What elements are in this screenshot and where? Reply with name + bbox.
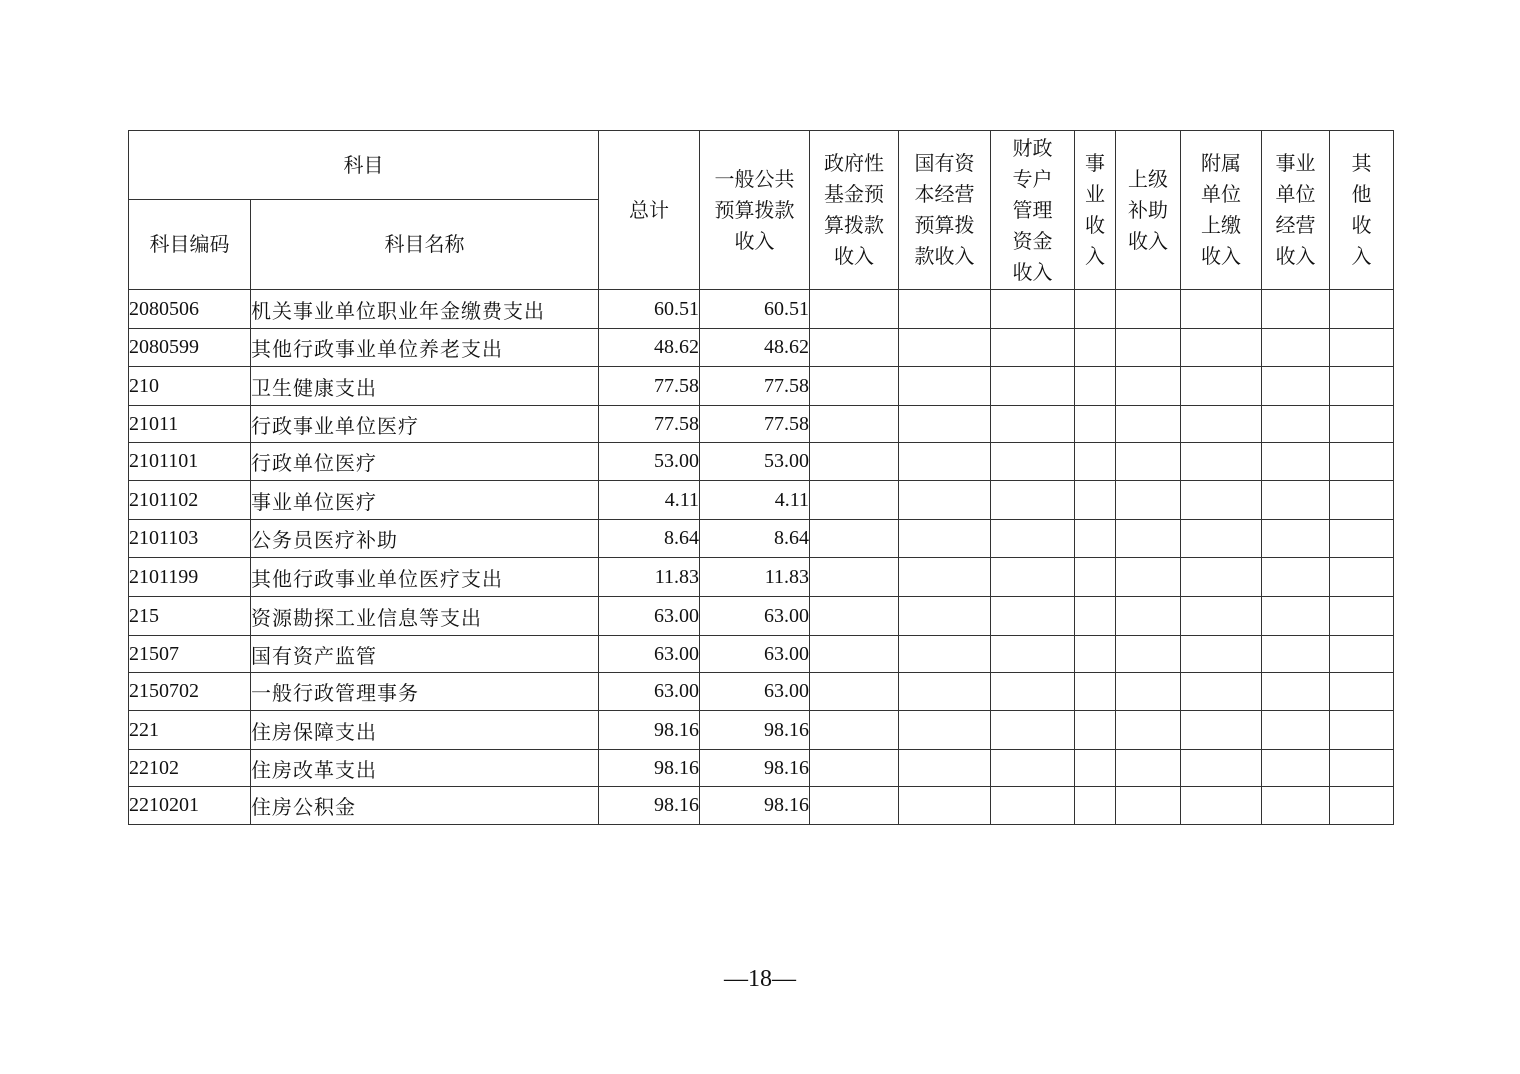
- header-superior-subsidy: 上级 补助 收入: [1116, 131, 1181, 290]
- total-cell: 4.11: [599, 481, 700, 520]
- table-row: [129, 673, 1394, 711]
- empty-cell: [991, 711, 1075, 750]
- table-body: [129, 290, 1394, 825]
- subject-name-cell: 国有资产监管: [251, 636, 599, 673]
- empty-cell: [1262, 406, 1330, 443]
- subject-name-cell: 事业单位医疗: [251, 481, 599, 520]
- empty-cell: [1181, 367, 1262, 406]
- general-budget-cell: 8.64: [700, 520, 810, 558]
- empty-cell: [991, 558, 1075, 597]
- empty-cell: [1181, 558, 1262, 597]
- table-row: [129, 597, 1394, 636]
- empty-cell: [899, 481, 991, 520]
- empty-cell: [991, 443, 1075, 481]
- empty-cell: [1262, 673, 1330, 711]
- table-row: [129, 787, 1394, 825]
- empty-cell: [991, 406, 1075, 443]
- header-business-operation: 事业 单位 经营 收入: [1262, 131, 1330, 290]
- general-budget-cell: 98.16: [700, 711, 810, 750]
- empty-cell: [1181, 636, 1262, 673]
- empty-cell: [1262, 367, 1330, 406]
- general-budget-cell: 98.16: [700, 750, 810, 787]
- total-cell: 98.16: [599, 711, 700, 750]
- subject-code-cell: 210: [129, 367, 251, 406]
- empty-cell: [810, 520, 899, 558]
- empty-cell: [991, 367, 1075, 406]
- total-cell: 77.58: [599, 406, 700, 443]
- total-cell: 53.00: [599, 443, 700, 481]
- empty-cell: [1075, 787, 1116, 825]
- empty-cell: [1330, 597, 1394, 636]
- empty-cell: [1116, 290, 1181, 329]
- empty-cell: [1075, 290, 1116, 329]
- empty-cell: [1330, 520, 1394, 558]
- empty-cell: [1116, 787, 1181, 825]
- empty-cell: [1262, 711, 1330, 750]
- empty-cell: [810, 367, 899, 406]
- empty-cell: [1262, 558, 1330, 597]
- empty-cell: [810, 673, 899, 711]
- total-cell: 63.00: [599, 636, 700, 673]
- empty-cell: [899, 290, 991, 329]
- empty-cell: [899, 443, 991, 481]
- table-row: [129, 711, 1394, 750]
- subject-name-cell: 住房公积金: [251, 787, 599, 825]
- empty-cell: [1116, 636, 1181, 673]
- empty-cell: [810, 750, 899, 787]
- subject-name-cell: 行政单位医疗: [251, 443, 599, 481]
- empty-cell: [1075, 597, 1116, 636]
- empty-cell: [1116, 711, 1181, 750]
- empty-cell: [899, 750, 991, 787]
- table-header: [129, 131, 1394, 290]
- empty-cell: [991, 290, 1075, 329]
- empty-cell: [1181, 787, 1262, 825]
- empty-cell: [810, 597, 899, 636]
- empty-cell: [1075, 520, 1116, 558]
- empty-cell: [1116, 481, 1181, 520]
- empty-cell: [991, 787, 1075, 825]
- header-fiscal-special: 财政 专户 管理 资金 收入: [991, 131, 1075, 290]
- empty-cell: [810, 443, 899, 481]
- empty-cell: [1262, 787, 1330, 825]
- empty-cell: [899, 367, 991, 406]
- general-budget-cell: 11.83: [700, 558, 810, 597]
- table-row: [129, 329, 1394, 367]
- total-cell: 63.00: [599, 597, 700, 636]
- empty-cell: [991, 636, 1075, 673]
- empty-cell: [1116, 443, 1181, 481]
- empty-cell: [991, 481, 1075, 520]
- subject-code-cell: 2080506: [129, 290, 251, 329]
- subject-code-cell: 2080599: [129, 329, 251, 367]
- table-row: [129, 481, 1394, 520]
- empty-cell: [1330, 290, 1394, 329]
- table-row: [129, 750, 1394, 787]
- empty-cell: [991, 597, 1075, 636]
- empty-cell: [899, 597, 991, 636]
- empty-cell: [1075, 750, 1116, 787]
- empty-cell: [1181, 443, 1262, 481]
- subject-code-cell: 2101103: [129, 520, 251, 558]
- general-budget-cell: 53.00: [700, 443, 810, 481]
- empty-cell: [899, 558, 991, 597]
- subject-name-cell: 机关事业单位职业年金缴费支出: [251, 290, 599, 329]
- empty-cell: [1181, 520, 1262, 558]
- subject-name-cell: 公务员医疗补助: [251, 520, 599, 558]
- empty-cell: [1075, 636, 1116, 673]
- empty-cell: [810, 406, 899, 443]
- empty-cell: [1330, 367, 1394, 406]
- empty-cell: [991, 673, 1075, 711]
- budget-income-table: [128, 130, 1394, 825]
- empty-cell: [1330, 711, 1394, 750]
- empty-cell: [1116, 673, 1181, 711]
- empty-cell: [1262, 520, 1330, 558]
- table-row: [129, 406, 1394, 443]
- subject-code-cell: 2210201: [129, 787, 251, 825]
- total-cell: 63.00: [599, 673, 700, 711]
- empty-cell: [1330, 558, 1394, 597]
- empty-cell: [810, 329, 899, 367]
- empty-cell: [899, 520, 991, 558]
- header-general-budget: 一般公共 预算拨款 收入: [700, 131, 810, 290]
- subject-code-cell: 21507: [129, 636, 251, 673]
- table-row: [129, 636, 1394, 673]
- empty-cell: [991, 520, 1075, 558]
- empty-cell: [899, 711, 991, 750]
- header-subject: 科目: [129, 131, 599, 200]
- empty-cell: [810, 558, 899, 597]
- empty-cell: [1181, 750, 1262, 787]
- empty-cell: [810, 636, 899, 673]
- empty-cell: [810, 290, 899, 329]
- general-budget-cell: 60.51: [700, 290, 810, 329]
- empty-cell: [1262, 481, 1330, 520]
- table-row: [129, 520, 1394, 558]
- page-number: —18—: [724, 966, 796, 992]
- empty-cell: [1262, 636, 1330, 673]
- empty-cell: [1075, 558, 1116, 597]
- subject-name-cell: 其他行政事业单位医疗支出: [251, 558, 599, 597]
- empty-cell: [899, 406, 991, 443]
- subject-code-cell: 22102: [129, 750, 251, 787]
- empty-cell: [991, 329, 1075, 367]
- header-subject-name: 科目名称: [251, 200, 599, 290]
- general-budget-cell: 63.00: [700, 597, 810, 636]
- total-cell: 48.62: [599, 329, 700, 367]
- header-subject-code: 科目编码: [129, 200, 251, 290]
- subject-name-cell: 住房保障支出: [251, 711, 599, 750]
- empty-cell: [1116, 597, 1181, 636]
- empty-cell: [899, 636, 991, 673]
- general-budget-cell: 4.11: [700, 481, 810, 520]
- empty-cell: [991, 750, 1075, 787]
- total-cell: 60.51: [599, 290, 700, 329]
- subject-name-cell: 行政事业单位医疗: [251, 406, 599, 443]
- empty-cell: [1075, 367, 1116, 406]
- empty-cell: [1116, 558, 1181, 597]
- header-total: 总计: [599, 131, 700, 290]
- subject-code-cell: 221: [129, 711, 251, 750]
- subject-code-cell: 2101101: [129, 443, 251, 481]
- empty-cell: [1330, 443, 1394, 481]
- empty-cell: [1181, 290, 1262, 329]
- empty-cell: [1075, 443, 1116, 481]
- subject-name-cell: 卫生健康支出: [251, 367, 599, 406]
- empty-cell: [1116, 329, 1181, 367]
- empty-cell: [899, 673, 991, 711]
- empty-cell: [1181, 711, 1262, 750]
- empty-cell: [1181, 597, 1262, 636]
- empty-cell: [1116, 367, 1181, 406]
- empty-cell: [1116, 406, 1181, 443]
- general-budget-cell: 98.16: [700, 787, 810, 825]
- header-business-income: 事 业 收 入: [1075, 131, 1116, 290]
- header-gov-fund: 政府性 基金预 算拨款 收入: [810, 131, 899, 290]
- empty-cell: [899, 329, 991, 367]
- empty-cell: [810, 481, 899, 520]
- table-row: [129, 558, 1394, 597]
- empty-cell: [1330, 750, 1394, 787]
- empty-cell: [1330, 481, 1394, 520]
- empty-cell: [1262, 443, 1330, 481]
- header-other-income: 其 他 收 入: [1330, 131, 1394, 290]
- empty-cell: [1330, 673, 1394, 711]
- general-budget-cell: 77.58: [700, 406, 810, 443]
- empty-cell: [810, 787, 899, 825]
- total-cell: 98.16: [599, 750, 700, 787]
- empty-cell: [1075, 673, 1116, 711]
- empty-cell: [1116, 750, 1181, 787]
- subject-name-cell: 其他行政事业单位养老支出: [251, 329, 599, 367]
- table-row: [129, 290, 1394, 329]
- total-cell: 11.83: [599, 558, 700, 597]
- subject-code-cell: 215: [129, 597, 251, 636]
- empty-cell: [1181, 673, 1262, 711]
- header-affiliated-payment: 附属 单位 上缴 收入: [1181, 131, 1262, 290]
- general-budget-cell: 48.62: [700, 329, 810, 367]
- general-budget-cell: 63.00: [700, 673, 810, 711]
- subject-code-cell: 2101102: [129, 481, 251, 520]
- empty-cell: [1330, 787, 1394, 825]
- total-cell: 98.16: [599, 787, 700, 825]
- subject-code-cell: 2101199: [129, 558, 251, 597]
- empty-cell: [1330, 406, 1394, 443]
- subject-code-cell: 21011: [129, 406, 251, 443]
- total-cell: 77.58: [599, 367, 700, 406]
- empty-cell: [810, 711, 899, 750]
- empty-cell: [1075, 406, 1116, 443]
- empty-cell: [1075, 711, 1116, 750]
- empty-cell: [1075, 329, 1116, 367]
- general-budget-cell: 63.00: [700, 636, 810, 673]
- empty-cell: [1330, 329, 1394, 367]
- empty-cell: [1181, 481, 1262, 520]
- empty-cell: [1330, 636, 1394, 673]
- empty-cell: [1262, 750, 1330, 787]
- general-budget-cell: 77.58: [700, 367, 810, 406]
- empty-cell: [1181, 329, 1262, 367]
- subject-name-cell: 资源勘探工业信息等支出: [251, 597, 599, 636]
- empty-cell: [1262, 329, 1330, 367]
- empty-cell: [1075, 481, 1116, 520]
- subject-code-cell: 2150702: [129, 673, 251, 711]
- header-state-capital: 国有资 本经营 预算拨 款收入: [899, 131, 991, 290]
- empty-cell: [1116, 520, 1181, 558]
- empty-cell: [899, 787, 991, 825]
- empty-cell: [1262, 290, 1330, 329]
- table-row: [129, 367, 1394, 406]
- empty-cell: [1181, 406, 1262, 443]
- total-cell: 8.64: [599, 520, 700, 558]
- subject-name-cell: 一般行政管理事务: [251, 673, 599, 711]
- table-row: [129, 443, 1394, 481]
- empty-cell: [1262, 597, 1330, 636]
- subject-name-cell: 住房改革支出: [251, 750, 599, 787]
